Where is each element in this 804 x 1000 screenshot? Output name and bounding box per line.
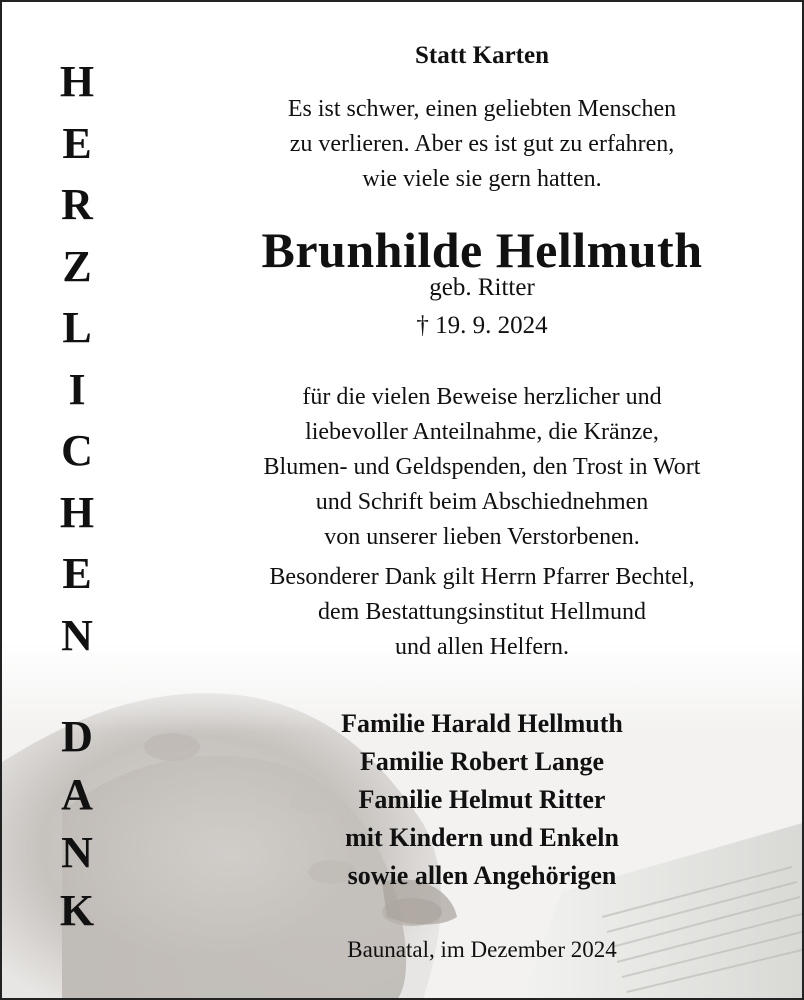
family-line: Familie Harald Hellmuth xyxy=(341,709,623,738)
thanks-line: für die vielen Beweise herzlicher und xyxy=(302,384,662,410)
vertical-letter: H xyxy=(59,57,95,106)
thanks-text xyxy=(152,380,804,555)
vertical-letter: A xyxy=(61,770,93,819)
heading: Statt Karten xyxy=(415,42,549,69)
thanks-line: und Schrift beim Abschiednehmen xyxy=(315,489,649,515)
family-signatures xyxy=(152,705,804,895)
vertical-letter: N xyxy=(61,610,93,660)
vertical-letter: D xyxy=(61,712,93,761)
thanks-line: von unserer lieben Verstorbenen. xyxy=(324,524,640,550)
vertical-letter: K xyxy=(59,886,95,935)
special-thanks xyxy=(152,560,804,665)
special-thanks-line: und allen Helfern. xyxy=(395,634,569,660)
family-line: sowie allen Angehörigen xyxy=(347,861,617,890)
vertical-letter: N xyxy=(61,828,93,877)
deceased-name: Brunhilde Hellmuth xyxy=(261,222,703,278)
vertical-letter: I xyxy=(68,364,86,414)
vertical-letter: E xyxy=(62,549,92,598)
family-line: Familie Helmut Ritter xyxy=(358,785,606,814)
vertical-letter: C xyxy=(61,426,93,475)
family-line: mit Kindern und Enkeln xyxy=(345,823,619,852)
birth-name: geb. Ritter xyxy=(429,274,535,301)
thanks-line: Blumen- und Geldspenden, den Trost in Wort xyxy=(263,454,701,480)
vertical-letter: E xyxy=(62,118,92,168)
vertical-word-herzlichen xyxy=(42,57,112,675)
vertical-letter: Z xyxy=(62,241,92,291)
quote-line: Es ist schwer, einen geliebten Menschen xyxy=(287,96,677,122)
special-thanks-line: dem Bestattungsinstitut Hellmund xyxy=(318,599,646,625)
quote-line: zu verlieren. Aber es ist gut zu erfahren, xyxy=(289,131,675,157)
vertical-letter: R xyxy=(61,180,93,229)
death-date: † 19. 9. 2024 xyxy=(416,312,548,339)
quote xyxy=(152,92,804,197)
vertical-word-dank xyxy=(42,712,112,947)
family-line: Familie Robert Lange xyxy=(359,747,605,776)
place-date: Baunatal, im Dezember 2024 xyxy=(347,937,617,962)
special-thanks-line: Besonderer Dank gilt Herrn Pfarrer Bechtel, xyxy=(269,564,695,590)
vertical-letter: L xyxy=(62,303,92,352)
thanks-line: liebevoller Anteilnahme, die Kränze, xyxy=(305,419,659,445)
vertical-letter: H xyxy=(59,487,95,537)
quote-line: wie viele sie gern hatten. xyxy=(362,166,602,192)
